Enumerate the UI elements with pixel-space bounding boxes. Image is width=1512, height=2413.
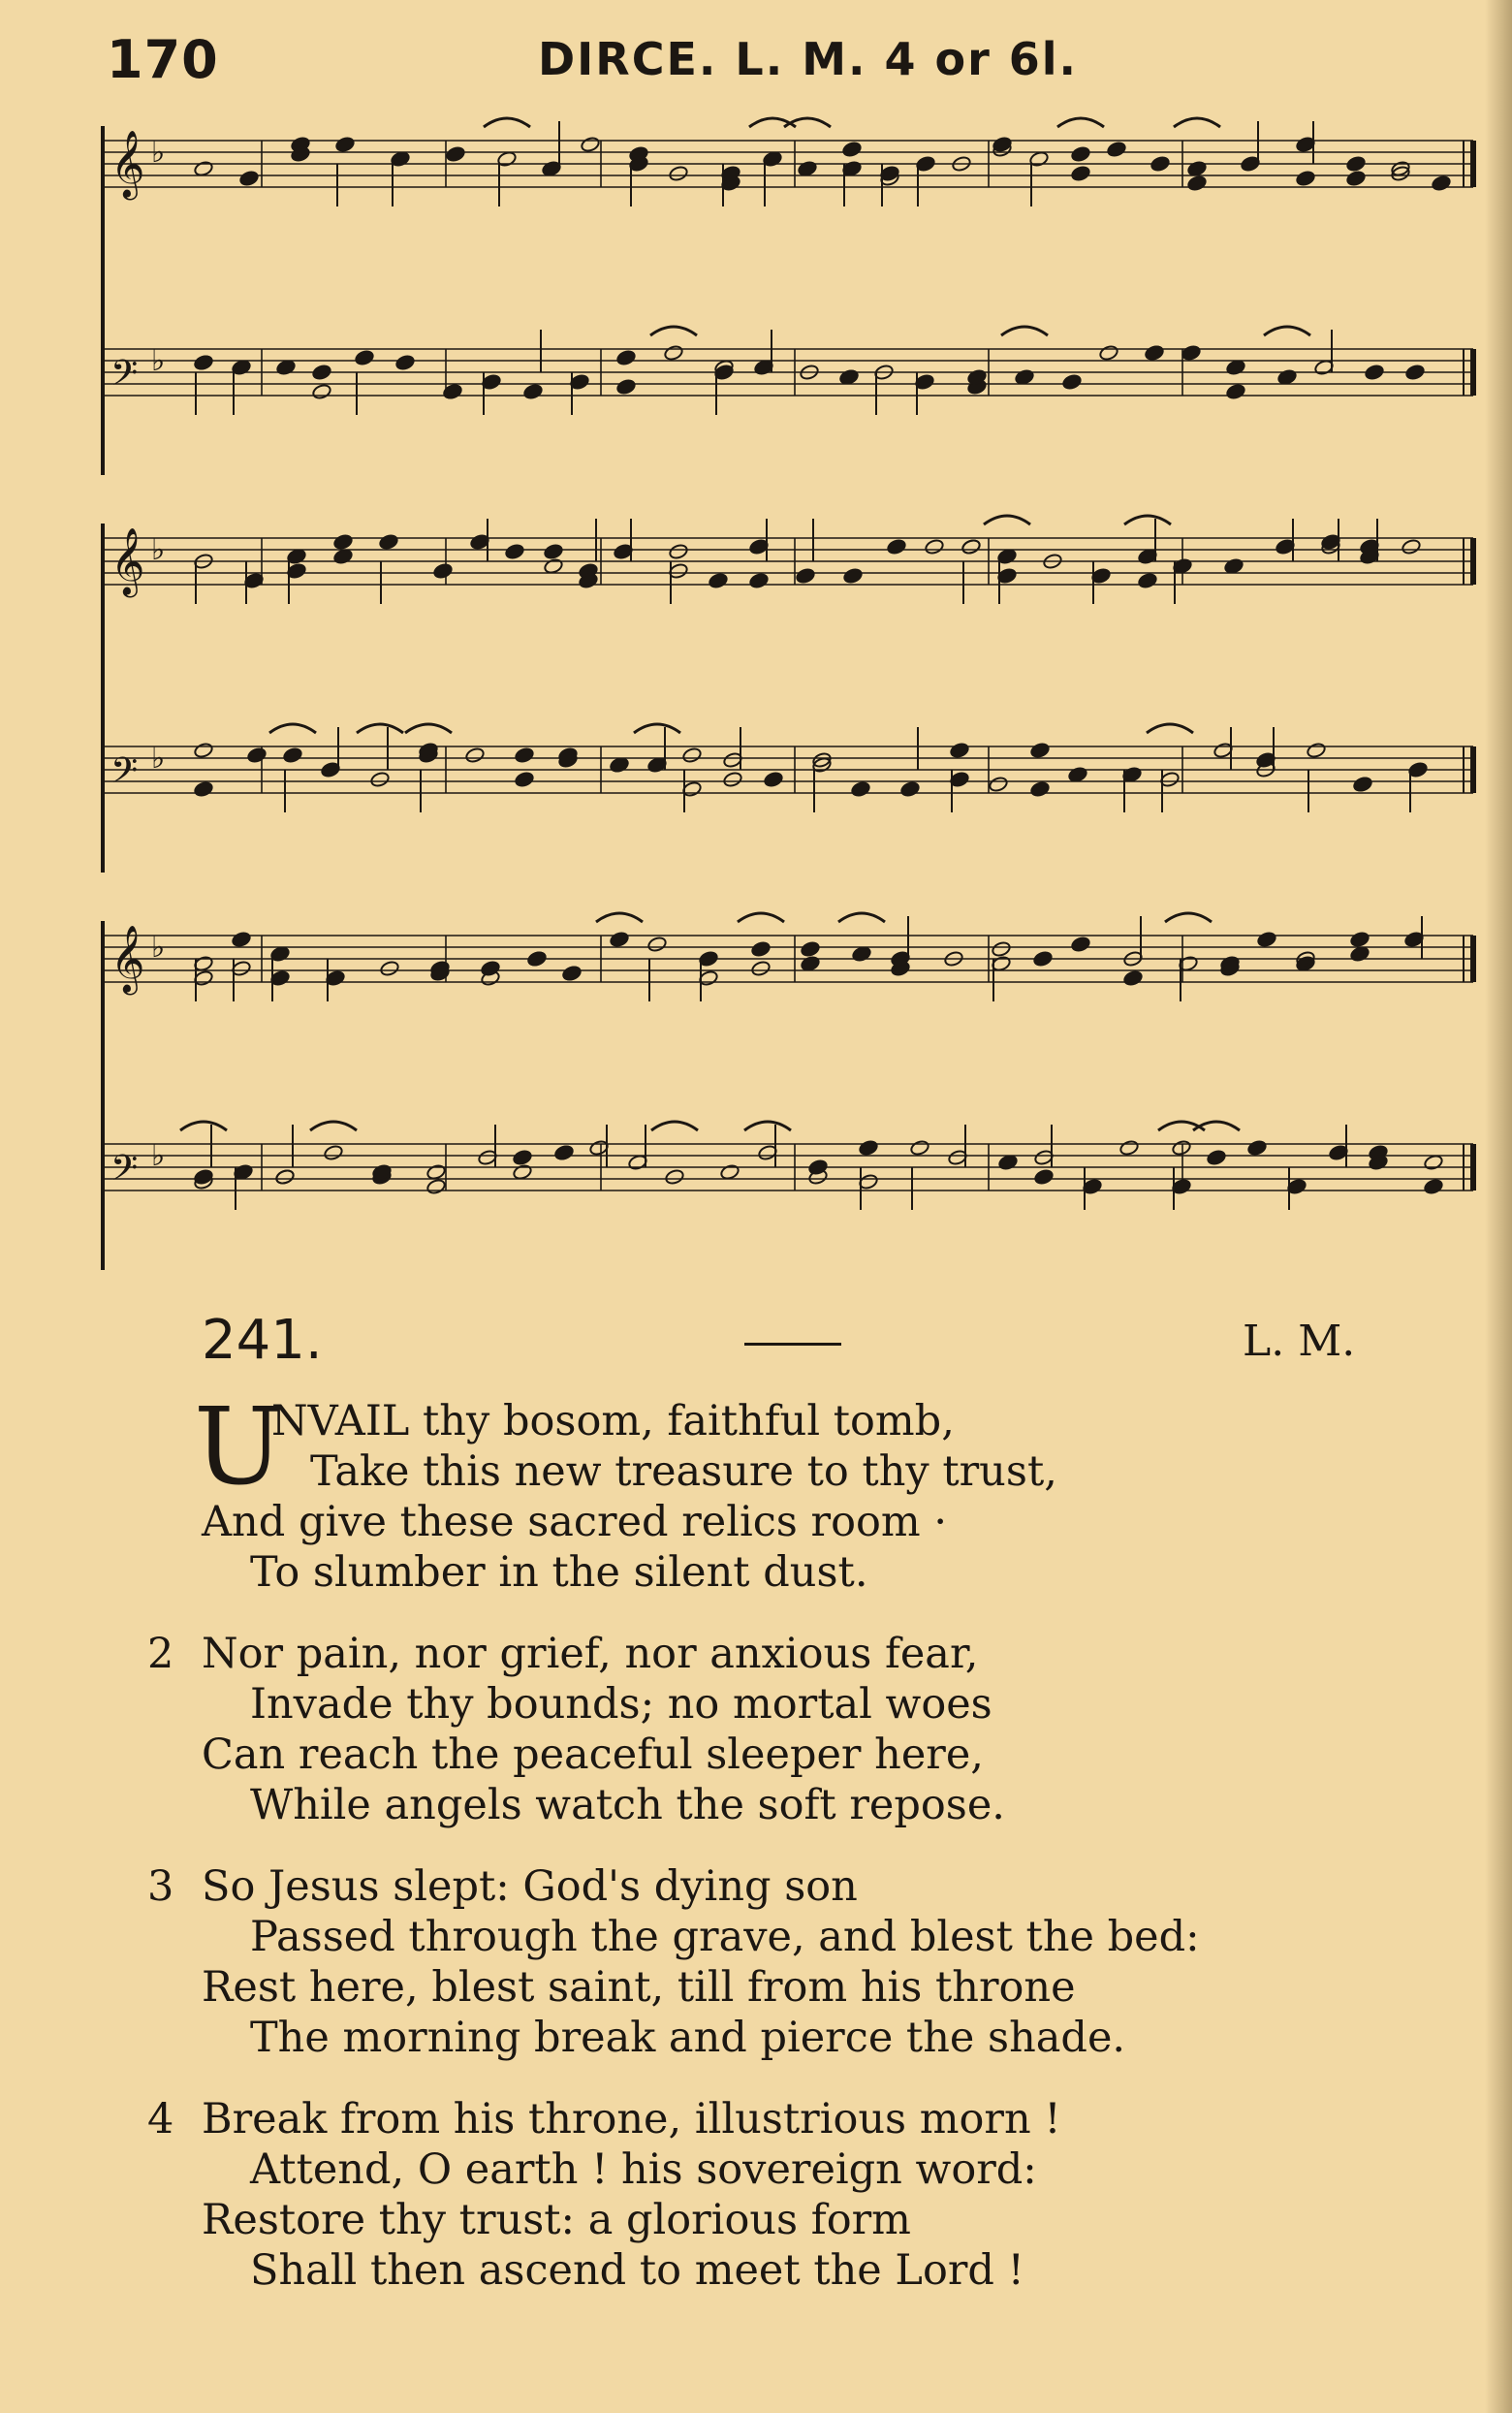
treble-clef-icon: 𝄞: [110, 527, 145, 595]
bass-clef-icon: 𝄢: [110, 353, 139, 402]
notehead: [748, 572, 769, 589]
bass-staff: [105, 327, 1473, 415]
notehead: [1070, 936, 1090, 953]
notehead: [522, 383, 543, 400]
stanza-line: To slumber in the silent dust.: [250, 1548, 868, 1597]
slur: [651, 1122, 698, 1130]
notehead: [1306, 742, 1326, 759]
treble-clef-icon: 𝄞: [110, 130, 145, 198]
notehead: [1032, 950, 1053, 968]
notehead: [668, 165, 688, 182]
bass-staff: [105, 724, 1473, 812]
notehead: [1033, 1168, 1054, 1186]
notehead: [526, 950, 547, 968]
notehead: [512, 1149, 532, 1166]
notehead: [1295, 170, 1315, 187]
drop-cap: U: [194, 1384, 284, 1508]
notehead: [1225, 383, 1245, 400]
flat-icon: ♭: [151, 533, 166, 567]
notehead: [369, 771, 390, 788]
slur: [1193, 1122, 1240, 1130]
notehead: [1070, 165, 1090, 182]
notehead: [899, 780, 920, 798]
notehead: [231, 931, 251, 948]
notehead: [274, 1168, 295, 1186]
tune-title: DIRCE. L. M. 4 or 6l.: [538, 33, 1079, 85]
notehead: [1206, 1149, 1226, 1166]
slur: [838, 913, 885, 922]
bass-clef-icon: 𝄢: [110, 750, 139, 800]
notehead: [795, 567, 815, 585]
notehead: [750, 940, 771, 958]
notehead: [722, 771, 742, 788]
slur: [738, 913, 784, 922]
slur: [784, 118, 831, 127]
stanza-line: Invade thy bounds; no mortal woes: [250, 1680, 992, 1729]
notehead: [1246, 1139, 1267, 1157]
slur: [744, 1122, 791, 1130]
notehead: [432, 562, 453, 580]
notehead: [961, 538, 981, 556]
stanza-line: Nor pain, nor grief, nor anxious fear,: [202, 1630, 979, 1678]
notehead: [378, 533, 398, 551]
notehead: [238, 170, 259, 187]
slur: [650, 327, 697, 335]
notehead: [334, 136, 355, 153]
slur: [984, 516, 1030, 524]
slur: [1124, 516, 1171, 524]
treble-staff: [105, 118, 1473, 206]
stanza-line: While angels watch the soft repose.: [250, 1781, 1005, 1829]
notehead: [1352, 776, 1372, 793]
notehead: [332, 533, 353, 551]
notehead: [1137, 572, 1157, 589]
notehead: [1171, 1139, 1191, 1157]
notehead: [193, 780, 213, 798]
treble-staff: [105, 516, 1473, 604]
stanza-3: [0, 1861, 1357, 2063]
music-score: [97, 107, 1493, 1289]
flat-icon: ♭: [151, 136, 166, 170]
notehead: [1061, 373, 1082, 391]
stanza-line: Attend, O earth ! his sovereign word:: [250, 2145, 1037, 2194]
notehead: [886, 538, 906, 556]
stanza-line: Shall then ascend to meet the Lord !: [250, 2246, 1024, 2295]
notehead: [1070, 145, 1090, 163]
notehead: [1349, 931, 1370, 948]
stanza-line: Break from his throne, illustrious morn !: [202, 2095, 1061, 2143]
notehead: [354, 349, 374, 366]
notehead: [193, 742, 213, 759]
notehead: [1401, 538, 1421, 556]
notehead: [1150, 155, 1170, 173]
notehead: [850, 780, 870, 798]
notehead: [615, 349, 636, 366]
notehead: [842, 567, 863, 585]
notehead: [1122, 969, 1143, 987]
notehead: [1106, 141, 1126, 158]
slur: [1147, 724, 1193, 733]
notehead: [323, 1144, 343, 1161]
notehead: [445, 145, 465, 163]
page-header: [107, 29, 1270, 97]
stanza-line: Can reach the peaceful sleeper here,: [202, 1730, 984, 1779]
slur: [310, 1122, 357, 1130]
music-system-3: [97, 902, 1493, 1289]
flat-icon: ♭: [151, 742, 166, 776]
notehead: [991, 940, 1011, 958]
flat-icon: ♭: [151, 931, 166, 965]
notehead: [800, 940, 820, 958]
bass-staff: [105, 1122, 1473, 1210]
notehead: [1029, 742, 1050, 759]
notehead: [193, 354, 213, 371]
slur: [405, 724, 452, 733]
stanza-line: So Jesus slept: God's dying son: [202, 1862, 858, 1911]
notehead: [909, 1139, 929, 1157]
notehead: [1404, 364, 1425, 381]
notehead: [394, 354, 415, 371]
notehead: [750, 960, 771, 977]
notehead: [1364, 364, 1384, 381]
page-number: 170: [107, 29, 219, 90]
treble-staff: [105, 913, 1473, 1001]
slur: [1057, 118, 1104, 127]
music-system-2: [97, 504, 1493, 892]
notehead: [924, 538, 944, 556]
notehead: [1256, 931, 1276, 948]
notehead: [609, 931, 629, 948]
treble-clef-icon: 𝄞: [110, 925, 145, 993]
hymn-text: [0, 1384, 1357, 2327]
notehead: [668, 543, 688, 560]
stanza-line: Passed through the grave, and blest the bed:: [250, 1913, 1200, 1961]
notehead: [646, 936, 667, 953]
notehead: [1186, 175, 1207, 192]
slur: [269, 724, 316, 733]
stanza-line: NVAIL thy bosom, faithful tomb,: [271, 1397, 955, 1445]
notehead: [1423, 1178, 1443, 1195]
hymn-number: 241.: [202, 1309, 323, 1372]
notehead: [514, 771, 534, 788]
stanza-number: 3: [147, 1862, 174, 1911]
stanza-line: Take this new treasure to thy trust,: [310, 1447, 1057, 1496]
slur: [180, 1122, 227, 1130]
notehead: [379, 960, 399, 977]
notehead: [504, 543, 524, 560]
notehead: [1098, 344, 1118, 362]
notehead: [553, 1144, 574, 1161]
hymn-divider-dash: [744, 1343, 841, 1346]
stanza-number: 4: [147, 2095, 174, 2143]
hymn-meter: L. M.: [1243, 1317, 1356, 1366]
notehead: [988, 776, 1008, 793]
slur: [1001, 327, 1048, 335]
notehead: [1345, 155, 1366, 173]
notehead: [708, 572, 728, 589]
notehead: [1345, 170, 1366, 187]
notehead: [664, 1168, 684, 1186]
notehead: [858, 1139, 878, 1157]
flat-icon: ♭: [151, 344, 166, 378]
notehead: [282, 746, 302, 764]
notehead: [1181, 344, 1201, 362]
slur: [484, 118, 530, 127]
stanza-line: And give these sacred relics room ·: [202, 1498, 947, 1546]
bass-clef-icon: 𝄢: [110, 1148, 139, 1197]
stanza-number: 2: [147, 1630, 174, 1678]
notehead: [1029, 780, 1050, 798]
notehead: [949, 742, 969, 759]
notehead: [425, 1178, 446, 1195]
notehead: [763, 771, 783, 788]
slur: [634, 724, 680, 733]
notehead: [464, 746, 485, 764]
music-system-1: [97, 107, 1493, 494]
stanza-line: Restore thy trust: a glorious form: [202, 2196, 911, 2244]
notehead: [663, 344, 683, 362]
notehead: [311, 383, 331, 400]
flat-icon: ♭: [151, 1139, 166, 1173]
slur: [596, 913, 643, 922]
notehead: [615, 378, 636, 396]
notehead: [246, 746, 267, 764]
notehead: [580, 136, 600, 153]
stanza-1: [0, 1384, 1357, 1598]
slur: [1264, 327, 1310, 335]
notehead: [514, 746, 534, 764]
slur: [1174, 118, 1220, 127]
notehead: [841, 141, 862, 158]
stanza-2: [0, 1629, 1357, 1830]
notehead: [311, 364, 331, 381]
notehead: [681, 746, 702, 764]
stanza-line: Rest here, blest saint, till from his throne: [202, 1963, 1076, 2012]
slur: [1165, 913, 1212, 922]
slur: [357, 724, 403, 733]
notehead: [1118, 1139, 1139, 1157]
notehead: [1431, 175, 1451, 192]
stanza-line: The morning break and pierce the shade.: [250, 2014, 1126, 2062]
notehead: [543, 543, 563, 560]
stanza-4: [0, 2094, 1357, 2296]
